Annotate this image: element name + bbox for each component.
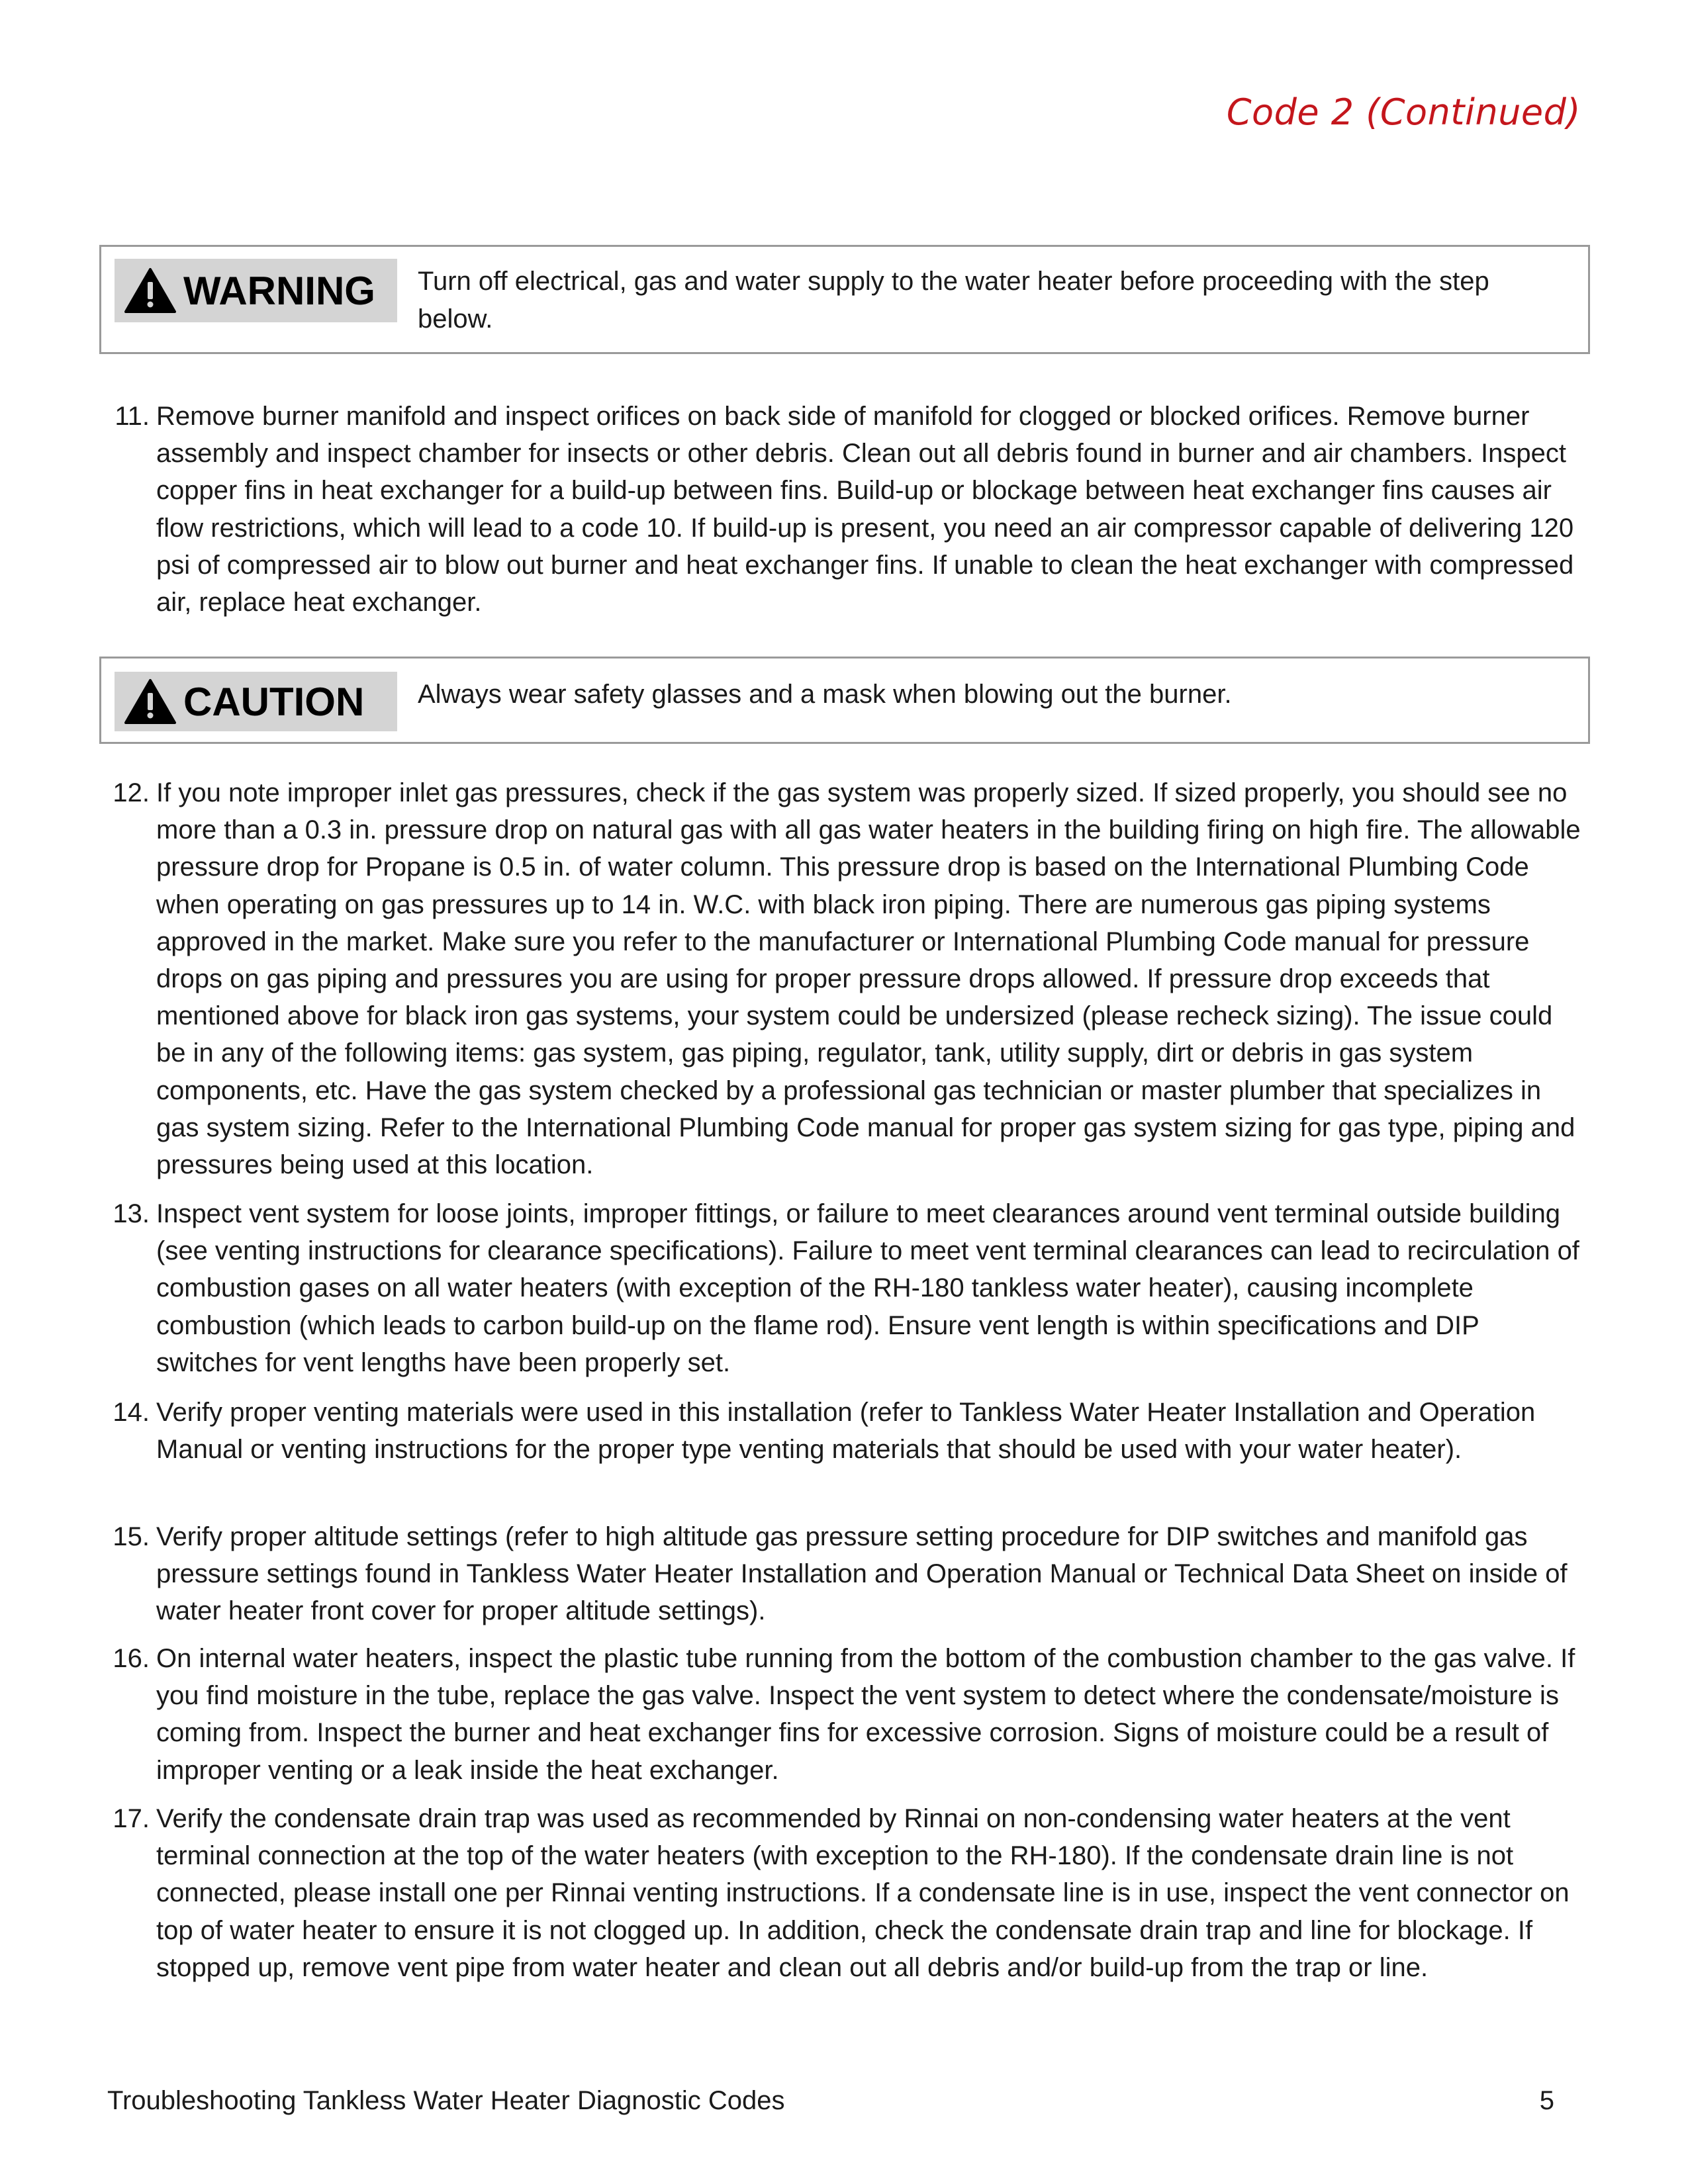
step-text: If you note improper inlet gas pressures, check if the gas system was properly sized. If sized properly, you should see no more than a 0.3 in. pressure drop on natural gas with all gas water heaters in the building firing on high fire. The allowable pressure drop for Propane is 0.5 in. of water column. This pressure drop is based on the International Plumbing Code when operating on gas pressures up to 14 in. W.C. with black iron piping. There are numerous gas piping systems approved in the market. Make sure you refer to the manufacturer or International Plumbing Code manual for pressure drops on gas piping and pressures you are using for proper pressure drops allowed. If pressure drop exceeds that mentioned above for black iron gas systems, your system could be undersized (please recheck sizing). The issue could be in any of the following items: gas system, gas piping, regulator, tank, utility supply, dirt or debris in gas system components, etc. Have the gas system checked by a professional gas technician or master plumber that specializes in gas system sizing. Refer to the International Plumbing Code manual for proper gas system sizing for gas type, piping and pressures being used at this location. bbox=[156, 778, 1581, 1180]
step-text: Remove burner manifold and inspect orifices on back side of manifold for clogged or blocked orifices. Remove burner assembly and inspect chamber for insects or other debris. Clean out all debris found in burner and air chambers. Inspect copper fins in heat exchanger for a build-up between fins. Build-up or blockage between heat exchanger fins causes air flow restrictions, which will lead to a code 10. If build-up is present, you need an air compressor capable of delivering 120 psi of compressed air to blow out burner and heat exchanger fins. If unable to clean the heat exchanger with compressed air, replace heat exchanger. bbox=[156, 402, 1574, 617]
caution-label bbox=[115, 672, 397, 731]
step-number: 12. bbox=[113, 778, 150, 807]
caution-label-text: CAUTION bbox=[183, 679, 365, 724]
footer-title: Troubleshooting Tankless Water Heater Diagnostic Codes bbox=[107, 2086, 785, 2115]
step-number: 17. bbox=[113, 1804, 150, 1833]
warning-label bbox=[115, 259, 397, 322]
page-title: Code 2 (Continued) bbox=[1226, 91, 1581, 133]
page-number: 5 bbox=[1539, 2086, 1554, 2115]
step-number: 13. bbox=[113, 1199, 150, 1228]
list-item-step-13 bbox=[113, 1195, 1581, 1381]
step-number: 15. bbox=[113, 1522, 150, 1551]
list-item-step-12 bbox=[113, 774, 1581, 1183]
warning-triangle-icon bbox=[124, 267, 177, 314]
step-text: Verify proper venting materials were used in this installation (refer to Tankless Water Heater Installation and Operation Manual or venting instructions for the proper type venting materials that should be used with your water heater). bbox=[156, 1398, 1536, 1465]
step-number: 11. bbox=[115, 402, 150, 431]
step-number: 14. bbox=[113, 1398, 150, 1427]
list-item-step-11 bbox=[115, 398, 1581, 621]
warning-label-text: WARNING bbox=[183, 268, 375, 313]
list-item-step-14 bbox=[113, 1394, 1581, 1468]
step-text: Verify proper altitude settings (refer to high altitude gas pressure setting procedure for DIP switches and manifold gas pressure settings found in Tankless Water Heater Installation and Operation Manual or Technical Data Sheet on inside of water heater front cover for proper altitude settings). bbox=[156, 1522, 1568, 1626]
warning-triangle-icon bbox=[124, 678, 177, 725]
warning-text: Turn off electrical, gas and water supply to the water heater before proceeding with the step below. bbox=[418, 267, 1489, 334]
warning-box bbox=[99, 245, 1590, 354]
list-item-step-17 bbox=[113, 1800, 1581, 1986]
list-item-step-16 bbox=[113, 1640, 1581, 1789]
step-text: Verify the condensate drain trap was used as recommended by Rinnai on non-condensing water heaters at the vent terminal connection at the top of the water heaters (with exception to the RH-180). If the condensate drain line is not connected, please install one per Rinnai venting instructions. If a condensate line is in use, inspect the vent connector on top of water heater to ensure it is not clogged up. In addition, check the condensate drain trap and line for blockage. If stopped up, remove vent pipe from water heater and clean out all debris and/or build-up from the trap or line. bbox=[156, 1804, 1570, 1982]
step-text: Inspect vent system for loose joints, improper fittings, or failure to meet clearances around vent terminal outside building (see venting instructions for clearance specifications). Failure to meet vent terminal clearances can lead to recirculation of combustion gases on all water heaters (with exception of the RH-180 tankless water heater), causing incomplete combustion (which leads to carbon build-up on the flame rod). Ensure vent length is within specifications and DIP switches for vent lengths have been properly set. bbox=[156, 1199, 1579, 1377]
step-number: 16. bbox=[113, 1644, 150, 1673]
caution-box bbox=[99, 657, 1590, 744]
caution-text: Always wear safety glasses and a mask when blowing out the burner. bbox=[418, 680, 1232, 709]
step-text: On internal water heaters, inspect the plastic tube running from the bottom of the combustion chamber to the gas valve. If you find moisture in the tube, replace the gas valve. Inspect the vent system to detect where the condensate/moisture is coming from. Inspect the burner and heat exchanger fins for excessive corrosion. Signs of moisture could be a result of improper venting or a leak inside the heat exchanger. bbox=[156, 1644, 1575, 1785]
list-item-step-15 bbox=[113, 1518, 1581, 1630]
